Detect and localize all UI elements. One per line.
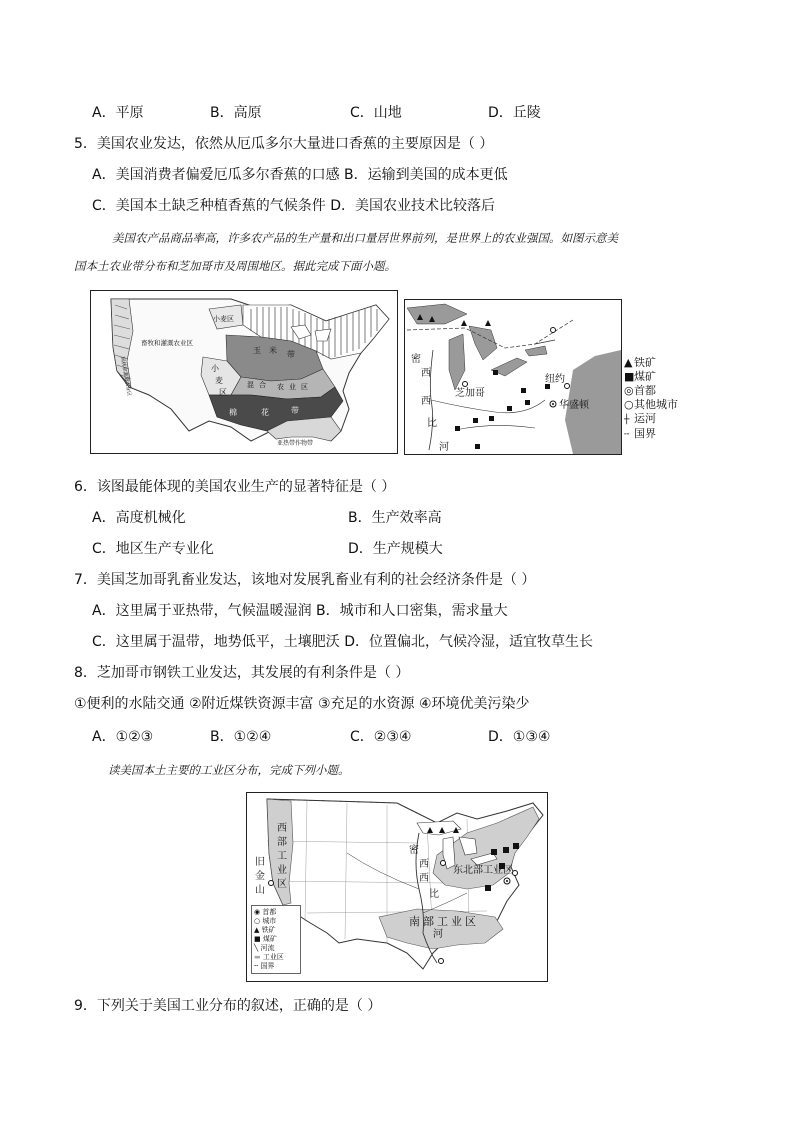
q6-option-a: A．高度机械化 [92, 510, 186, 526]
label-mi: 密 [409, 845, 419, 856]
legend-city-row [624, 398, 694, 412]
label-corn-1: 玉 [253, 346, 261, 355]
label-chicago: 芝加哥 [455, 388, 485, 399]
river-icon: ╲ [254, 944, 259, 952]
label-cotton-1: 棉 [229, 408, 237, 417]
map3-legend [251, 905, 301, 974]
legend3-city-label: 城市 [262, 917, 277, 925]
legend-canal-label: 运河 [634, 412, 656, 425]
passage1-line2: 国本土农业带分布和芝加哥市及周围地区。据此完成下面小题。 [74, 259, 396, 273]
legend3-border-row [254, 962, 298, 971]
legend-capital-row [624, 384, 694, 398]
legend3-river-label: 河流 [260, 944, 275, 952]
city-icon: ○ [254, 917, 261, 925]
label-west-4: 业 [277, 865, 287, 876]
legend3-iron-row [254, 926, 298, 935]
q6-stem: 6．该图最能体现的美国农业生产的显著特征是（ ） [74, 479, 396, 495]
label-he: 河 [439, 442, 449, 453]
label-mi: 密 [411, 354, 421, 365]
legend3-coal-row [254, 935, 298, 944]
label-coast: 园林和灌溉农业区 [119, 356, 132, 397]
label-newyork: 纽约 [545, 374, 565, 385]
passage1-line1: 美国农产品商品率高，许多农产品的生产量和出口量居世界前列，是世界上的农业强国。如图示意美 [112, 231, 618, 245]
q4-option-b: B．高原 [210, 105, 262, 121]
q5-options-row1: A．美国消费者偏爱厄瓜多尔香蕉的口感 B．运输到美国的成本更低 [92, 167, 508, 183]
zone-icon: ▬ [254, 953, 261, 961]
q7-options-row1: A．这里属于亚热带，气候温暖湿润 B．城市和人口密集，需求量大 [92, 603, 508, 619]
legend-canal-row [624, 412, 694, 427]
label-sf-2: 金 [255, 871, 265, 882]
legend3-coal-label: 煤矿 [262, 935, 277, 943]
label-wheat-left-1: 小 [211, 364, 219, 373]
legend3-border-label: 国界 [260, 962, 275, 970]
map2-legend-panel [624, 356, 694, 442]
label-xi-2: 西 [419, 873, 429, 884]
label-subtropical: 亚热带作物带 [277, 440, 314, 447]
label-mixed-2: 合 [259, 381, 266, 389]
legend-iron-row [624, 356, 694, 370]
legend-city-label: 其他城市 [634, 398, 678, 411]
coal-icon: ■ [624, 370, 635, 383]
q4-option-d: D．丘陵 [488, 105, 541, 121]
q8-stem: 8．芝加哥市钢铁工业发达，其发展的有利条件是（ ） [74, 665, 410, 681]
capital-icon: ◎ [624, 384, 634, 397]
legend3-capital-label: 首都 [262, 908, 277, 916]
canal-icon: ┼ [624, 415, 630, 425]
border-icon: ╌ [624, 430, 630, 440]
legend3-river-row [254, 944, 298, 953]
capital-icon: ◉ [254, 908, 261, 916]
label-washington: 华盛顿 [559, 400, 589, 411]
label-bi: 比 [429, 889, 439, 900]
label-xi-1: 西 [421, 368, 431, 379]
label-corn-2: 米 [269, 346, 277, 355]
label-west-2: 部 [277, 837, 287, 848]
legend3-zone-row [254, 953, 298, 962]
iron-icon: ▲ [624, 356, 633, 369]
border-icon: ╌ [254, 962, 259, 970]
legend3-iron-label: 铁矿 [261, 926, 276, 934]
label-cotton-3: 带 [291, 406, 299, 415]
q8-conditions: ①便利的水陆交通 ②附近煤铁资源丰富 ③充足的水资源 ④环境优美污染少 [74, 696, 530, 712]
label-wheat-north: 小麦区 [213, 315, 234, 323]
legend-border-label: 国界 [634, 427, 656, 440]
q6-option-b: B．生产效率高 [348, 510, 442, 526]
chicago-region-map-svg [405, 300, 621, 454]
q5-options-row2: C．美国本土缺乏种植香蕉的气候条件 D．美国农业技术比较落后 [92, 198, 496, 214]
label-south: 南部工业区 [409, 915, 479, 928]
legend-coal-row [624, 370, 694, 384]
chicago-region-map [404, 299, 622, 455]
label-west-5: 区 [277, 879, 287, 890]
city-icon: ○ [624, 398, 634, 411]
q8-option-a: A．①②③ [92, 729, 154, 745]
legend-coal-label: 煤矿 [634, 370, 656, 383]
label-northeast: 东北部工业区 [453, 865, 513, 876]
q4-option-c: C．山地 [350, 105, 402, 121]
legend3-city-row [254, 917, 298, 926]
label-pasture: 畜牧和灌溉农业区 [141, 339, 193, 347]
us-agriculture-map-svg [91, 291, 397, 453]
q7-options-row2: C．这里属于温带，地势低平，土壤肥沃 D．位置偏北，气候冷湿，适宜牧草生长 [92, 634, 594, 650]
q4-option-a: A．平原 [92, 105, 144, 121]
q9-stem: 9．下列关于美国工业分布的叙述，正确的是（ ） [74, 998, 382, 1014]
label-wheat-left-3: 区 [219, 388, 227, 397]
legend3-zone-label: 工业区 [262, 953, 284, 961]
q8-option-b: B．①②④ [210, 729, 272, 745]
legend-capital-label: 首都 [634, 384, 656, 397]
legend-iron-label: 铁矿 [634, 356, 656, 369]
label-mixed-3: 农 [277, 383, 284, 391]
label-xi-2: 西 [421, 396, 431, 407]
label-cotton-2: 花 [261, 408, 269, 417]
label-sf-1: 旧 [255, 857, 265, 868]
iron-icon: ▲ [254, 926, 260, 934]
us-agriculture-map [90, 290, 398, 454]
us-industry-map [246, 792, 548, 982]
label-west-3: 工 [277, 851, 287, 862]
q7-stem: 7．美国芝加哥乳畜业发达，该地对发展乳畜业有利的社会经济条件是（ ） [74, 572, 536, 588]
label-mixed-4: 业 [289, 383, 296, 391]
label-he: 河 [433, 929, 443, 940]
label-xi-1: 西 [419, 859, 429, 870]
coal-icon: ■ [254, 935, 261, 943]
legend-border-row [624, 427, 694, 442]
label-mixed-1: 混 [247, 381, 254, 389]
q8-option-d: D．①③④ [488, 729, 551, 745]
q5-stem: 5．美国农业发达，依然从厄瓜多尔大量进口香蕉的主要原因是（ ） [74, 136, 494, 152]
passage2-line1: 读美国本土主要的工业区分布，完成下列小题。 [108, 763, 350, 777]
label-bi: 比 [427, 418, 437, 429]
q6-option-d: D．生产规模大 [348, 541, 443, 557]
q6-option-c: C．地区生产专业化 [92, 541, 214, 557]
label-corn-3: 带 [287, 350, 295, 359]
label-mixed-5: 区 [301, 383, 308, 391]
q8-option-c: C．②③④ [350, 729, 412, 745]
legend3-capital-row [254, 908, 298, 917]
label-wheat-left-2: 麦 [215, 376, 223, 385]
label-west-1: 西 [277, 823, 287, 834]
label-sf-3: 山 [255, 885, 265, 896]
